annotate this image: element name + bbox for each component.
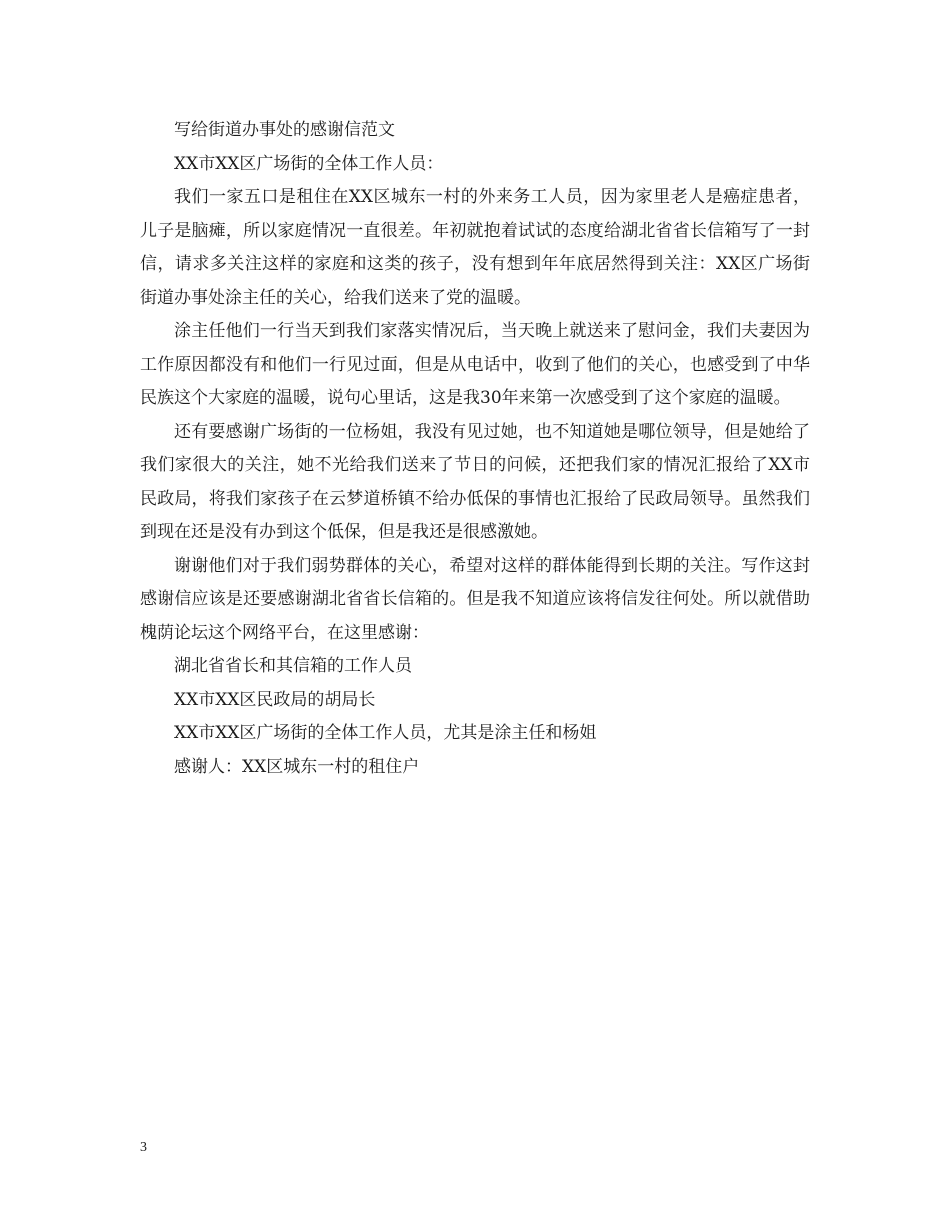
- letter-paragraph: 涂主任他们一行当天到我们家落实情况后，当天晚上就送来了慰问金，我们夫妻因为工作原因都没有和他们一行见过面，但是从电话中，收到了他们的关心，也感受到了中华民族这个大家庭的温暖，说句心里话，这是我30年来第一次感受到了这个家庭的温暖。: [140, 321, 810, 408]
- letter-title: 写给街道办事处的感谢信范文: [174, 120, 395, 140]
- letter-paragraph: 还有要感谢广场街的一位杨姐，我没有见过她，也不知道她是哪位领导，但是她给了我们家很大的关注，她不光给我们送来了节日的问候，还把我们家的情况汇报给了XX市民政局，将我们家孩子在云梦道桥镇不给办低保的事情也汇报给了民政局领导。虽然我们到现在还是没有办到这个低保，但是我还是很感激她。: [140, 421, 810, 542]
- letter-paragraph: 我们一家五口是租住在XX区城东一村的外来务工人员，因为家里老人是癌症患者，儿子是脑瘫，所以家庭情况一直很差。年初就抱着试试的态度给湖北省省长信箱写了一封信，请求多关注这样的家庭和这类的孩子，没有想到年年底居然得到关注：XX区广场街街道办事处涂主任的关心，给我们送来了党的温暖。: [140, 187, 810, 308]
- letter-paragraph: 谢谢他们对于我们弱势群体的关心，希望对这样的群体能得到长期的关注。写作这封感谢信应该是还要感谢湖北省省长信箱的。但是我不知道应该将信发往何处。所以就借助槐荫论坛这个网络平台，在这里感谢：: [140, 555, 810, 643]
- recipient-line: XX市XX区民政局的胡局长: [174, 689, 376, 710]
- recipient-line: 湖北省省长和其信箱的工作人员: [174, 656, 412, 676]
- letter-salutation: XX市XX区广场街的全体工作人员：: [174, 153, 444, 174]
- letter-body: [140, 114, 810, 784]
- letter-signature: 感谢人：XX区城东一村的租住户: [174, 756, 420, 777]
- page-number: 3: [140, 1140, 147, 1155]
- recipient-line: XX市XX区广场街的全体工作人员，尤其是涂主任和杨姐: [174, 723, 597, 743]
